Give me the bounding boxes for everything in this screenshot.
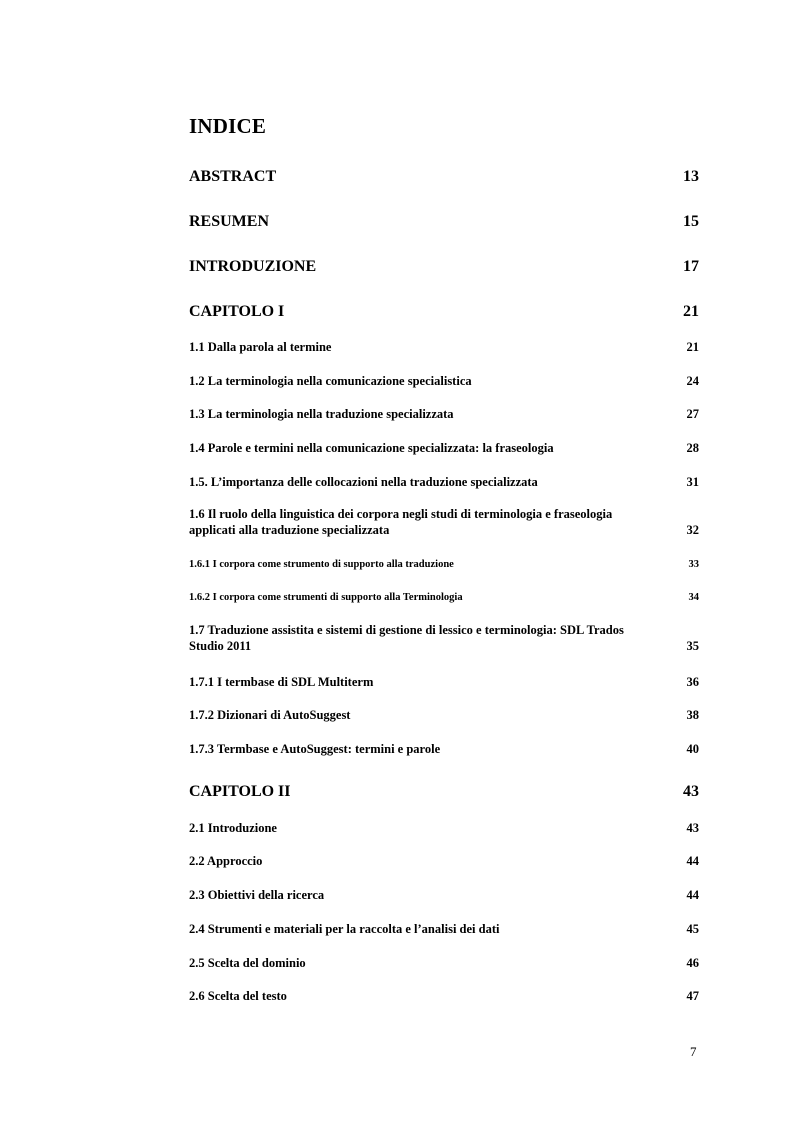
- toc-entry-page: 31: [686, 475, 699, 489]
- toc-entry: [189, 955, 699, 971]
- toc-entry: [189, 506, 699, 539]
- toc-entry-label: 1.1 Dalla parola al termine: [189, 340, 332, 354]
- toc-entry: [189, 988, 699, 1004]
- toc-entry-page: 24: [686, 374, 699, 388]
- toc-chapter-heading: [189, 302, 699, 323]
- toc-entry-label: CAPITOLO I: [189, 303, 285, 320]
- page-number: 7: [690, 1044, 697, 1059]
- toc-entry-label: 2.1 Introduzione: [189, 821, 277, 835]
- toc-entry-page: 38: [686, 708, 699, 722]
- toc-entry-label: CAPITOLO II: [189, 783, 291, 800]
- toc-entry-page: 28: [686, 441, 699, 455]
- toc-entry-page: 13: [683, 168, 699, 185]
- toc-entry-page: 32: [686, 523, 699, 538]
- toc-entry-page: 34: [688, 592, 699, 603]
- toc-entry-page: 33: [688, 559, 699, 570]
- toc-entry: [189, 853, 699, 869]
- toc-entry-label: 2.2 Approccio: [189, 854, 263, 868]
- toc-entry: [189, 741, 699, 757]
- toc-entry-label: 1.6 Il ruolo della linguistica dei corpora negli studi di terminologia e fraseologia applicati alla traduzione specializzata: [189, 507, 613, 538]
- toc-entry: [189, 406, 699, 422]
- index-title: INDICE: [189, 114, 267, 138]
- toc-entry-page: 36: [686, 675, 699, 689]
- toc-entry-page: 35: [686, 639, 699, 654]
- toc-entry: [189, 674, 699, 690]
- toc-entry: [189, 622, 699, 655]
- toc-entry-label: INTRODUZIONE: [189, 258, 317, 275]
- toc-entry-page: 45: [686, 922, 699, 936]
- toc-entry-page: 43: [686, 821, 699, 835]
- toc-entry-label: 1.2 La terminologia nella comunicazione specialistica: [189, 374, 472, 388]
- toc-entry: [189, 820, 699, 836]
- toc-entry: [189, 707, 699, 723]
- toc-entry: [189, 558, 699, 572]
- toc-entry-label: 1.7 Traduzione assistita e sistemi di gestione di lessico e terminologia: SDL Trados Studio 2011: [189, 623, 624, 654]
- toc-entry-label: 1.7.1 I termbase di SDL Multiterm: [189, 675, 374, 689]
- toc-entry: [189, 212, 699, 233]
- toc-chapter-heading: [189, 782, 699, 803]
- toc-entry: [189, 474, 699, 490]
- toc-entry-label: 1.7.2 Dizionari di AutoSuggest: [189, 708, 351, 722]
- toc-entry-label: 1.7.3 Termbase e AutoSuggest: termini e parole: [189, 742, 441, 756]
- toc-entry-label: 2.5 Scelta del dominio: [189, 956, 306, 970]
- toc-entry: [189, 887, 699, 903]
- toc-entry-label: 1.3 La terminologia nella traduzione specializzata: [189, 407, 454, 421]
- toc-entry-label: ABSTRACT: [189, 168, 277, 185]
- toc-entry-label: 1.6.2 I corpora come strumenti di supporto alla Terminologia: [189, 592, 463, 603]
- toc-entry-page: 21: [683, 303, 699, 320]
- toc-entry: [189, 167, 699, 188]
- toc-entry-label: 1.4 Parole e termini nella comunicazione specializzata: la fraseologia: [189, 441, 554, 455]
- toc-entry-label: 1.5. L’importanza delle collocazioni nella traduzione specializzata: [189, 475, 538, 489]
- toc-entry: [189, 921, 699, 937]
- toc-entry: [189, 339, 699, 355]
- toc-entry-page: 27: [686, 407, 699, 421]
- toc-entry-page: 47: [686, 989, 699, 1003]
- toc-entry: [189, 373, 699, 389]
- toc-entry: [189, 440, 699, 456]
- toc-entry-page: 17: [683, 258, 699, 275]
- toc-entry-page: 21: [686, 340, 699, 354]
- toc-entry-page: 46: [686, 956, 699, 970]
- toc-entry-label: 2.4 Strumenti e materiali per la raccolta e l’analisi dei dati: [189, 922, 500, 936]
- toc-entry-page: 15: [683, 213, 699, 230]
- toc-entry-page: 44: [686, 888, 699, 902]
- toc-entry-page: 44: [686, 854, 699, 868]
- toc-entry-label: 1.6.1 I corpora come strumento di supporto alla traduzione: [189, 559, 454, 570]
- toc-entry-label: 2.6 Scelta del testo: [189, 989, 287, 1003]
- toc-entry: [189, 591, 699, 605]
- toc-entry-label: RESUMEN: [189, 213, 270, 230]
- toc-entry-page: 43: [683, 783, 699, 800]
- toc-entry-label: 2.3 Obiettivi della ricerca: [189, 888, 325, 902]
- toc-entry: [189, 257, 699, 278]
- toc-entry-page: 40: [686, 742, 699, 756]
